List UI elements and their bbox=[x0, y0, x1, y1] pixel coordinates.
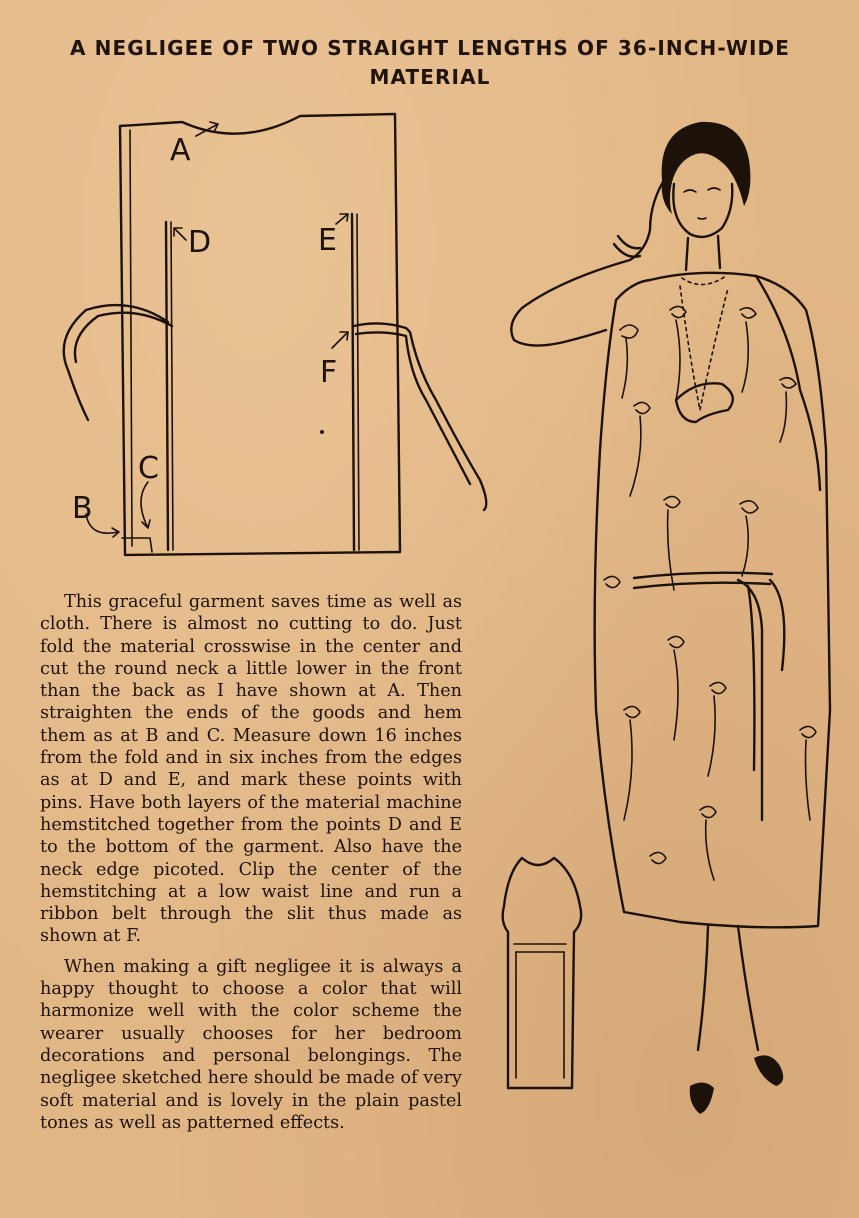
dress-outline bbox=[595, 273, 830, 928]
floral-pattern bbox=[604, 306, 816, 880]
ribbon-belt bbox=[64, 305, 487, 510]
bottom-corner bbox=[122, 538, 152, 552]
pattern-diagram bbox=[50, 100, 510, 560]
belt bbox=[634, 573, 772, 588]
hemstitch-line-e-2 bbox=[357, 214, 359, 550]
raised-arm bbox=[511, 174, 668, 346]
hemstitch-line-d-2 bbox=[171, 222, 173, 550]
back-view-outline bbox=[503, 858, 581, 1088]
belt-tie bbox=[738, 580, 784, 820]
back-view-panel bbox=[516, 952, 564, 1078]
hair bbox=[662, 122, 751, 214]
label-d: D bbox=[188, 225, 212, 260]
neck bbox=[686, 236, 720, 270]
arrow-d bbox=[174, 228, 186, 240]
bracelets bbox=[614, 236, 640, 257]
paragraph-2: When making a gift negligee it is always a happy thought to choose a color that will harmonize well with the color scheme the wearer usually chooses for her bedroom decorations and personal belongings. The negligee sketched here should be made of very soft material and is lovely in the plain pastel tones as well as patterned effects. bbox=[40, 956, 462, 1133]
title-line-2: MATERIAL bbox=[369, 65, 491, 89]
eyes bbox=[684, 188, 720, 192]
label-b: B bbox=[72, 491, 93, 526]
left-hem-line bbox=[130, 130, 132, 546]
label-e: E bbox=[318, 223, 337, 258]
label-a: A bbox=[170, 133, 191, 168]
instructions-text bbox=[40, 591, 462, 1134]
arrow-f bbox=[332, 332, 348, 348]
sleeve bbox=[756, 276, 820, 490]
paragraph-1: This graceful garment saves time as well as cloth. There is almost no cutting to do. Just fold the material crosswise in the center and cut the round neck a little lower in the front than the back as I have shown at A. Then straighten the ends of the goods and hem them as at B and C. Measure down 16 inches from the fold and in six inches from the edges as at D and E, and mark these points with pins. Have both layers of the material machine hemstitched together from the points D and E to the bottom of the garment. Also have the neck edge picoted. Clip the center of the hemstitching at a low waist line and run a ribbon belt through the slit thus made as shown at F. bbox=[40, 592, 462, 947]
hemstitch-line-e bbox=[352, 214, 354, 550]
hemstitch-line-d bbox=[166, 222, 168, 550]
arrow-c bbox=[141, 482, 150, 528]
legs bbox=[698, 926, 758, 1050]
pin-mark bbox=[320, 430, 324, 434]
label-c: C bbox=[138, 451, 159, 486]
arrow-e bbox=[336, 214, 348, 224]
page-title bbox=[20, 34, 840, 92]
back-view-sketch bbox=[498, 852, 588, 1092]
mouth bbox=[698, 218, 706, 219]
face bbox=[673, 184, 732, 237]
back-view-belt bbox=[514, 944, 566, 952]
right-shoe bbox=[754, 1055, 783, 1086]
left-shoe bbox=[690, 1082, 714, 1114]
label-f: F bbox=[320, 355, 338, 390]
title-line-1: A NEGLIGEE OF TWO STRAIGHT LENGTHS OF 36-INCH-WIDE bbox=[69, 36, 791, 60]
